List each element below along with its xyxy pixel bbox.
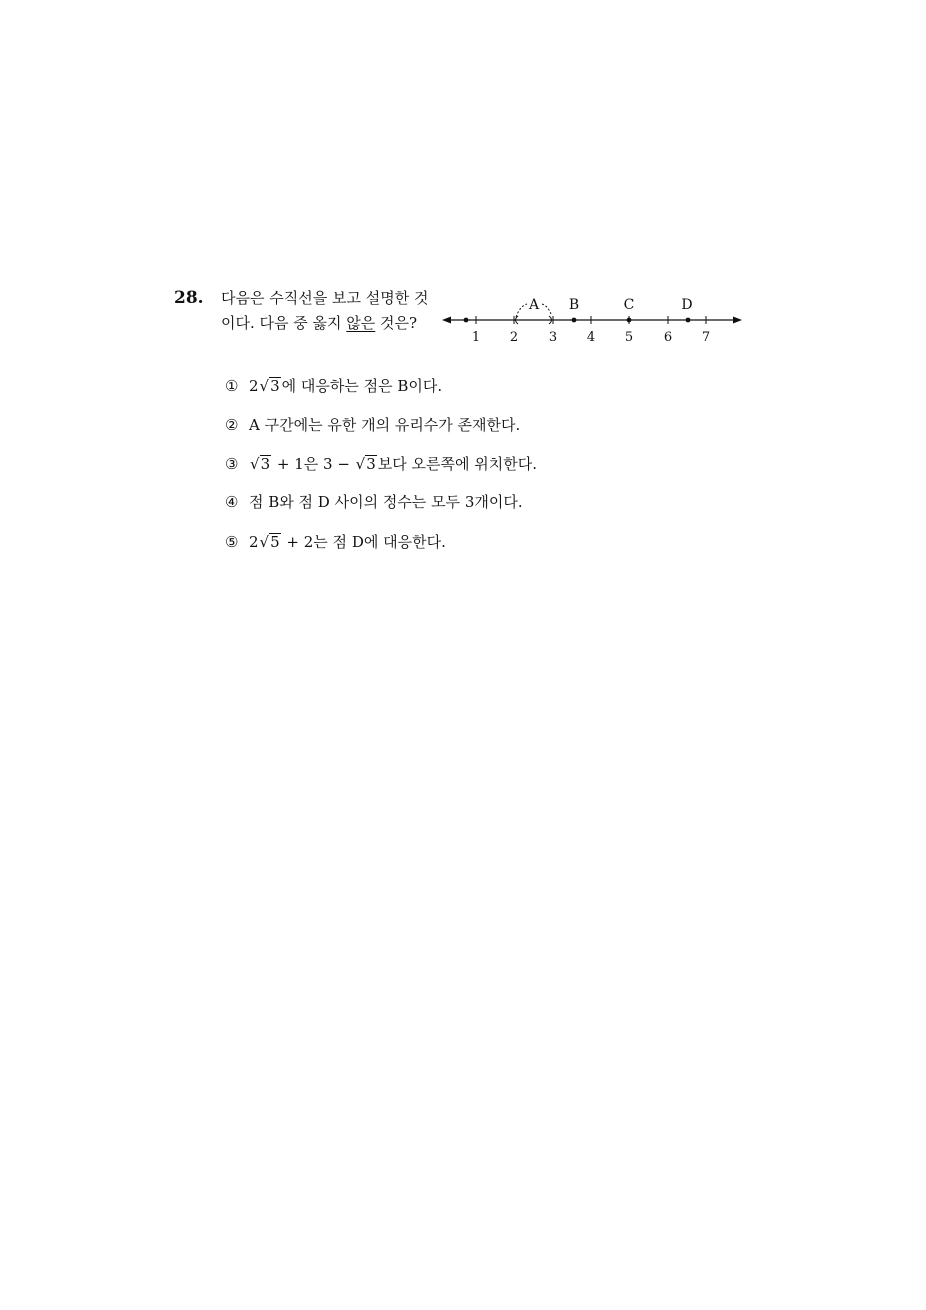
square-root [260,533,281,551]
choice-4[interactable] [225,490,523,514]
radical-icon: √ [355,455,366,473]
question-text-line1: 다음은 수직선을 보고 설명한 것 [221,289,429,307]
point-dot-d [686,318,691,323]
point-dot-left [464,318,469,323]
question-emphasis-underlined: 않은 [346,314,376,332]
radicand: 5 [270,533,280,551]
radical-icon: √ [259,377,270,395]
point-label-d: D [681,297,693,313]
interval-a-arc [542,304,551,314]
tick-label-3: 3 [548,330,558,345]
choice-text [249,452,537,476]
choice-2[interactable] [225,413,520,437]
tick-label-4: 4 [586,330,596,345]
choice-text-middle: + 1은 3 − [272,455,355,473]
radical-icon: √ [250,455,260,473]
choice-5[interactable] [225,530,446,554]
tick-label-1: 1 [471,330,481,345]
right-arrow-icon [733,317,742,324]
point-label-c: C [623,297,635,313]
question-text-part: 것은? [375,314,418,332]
radicand: 3 [260,455,271,473]
choice-3[interactable] [225,452,537,476]
choice-text: A 구간에는 유한 개의 유리수가 존재한다. [249,416,521,434]
choice-text: 점 B와 점 D 사이의 정수는 모두 3개이다. [249,493,523,511]
square-root [260,377,281,395]
radicand: 3 [366,455,376,473]
point-dot-b [572,318,577,323]
number-line-figure [440,292,750,350]
choice-text-rest: 보다 오른쪽에 위치한다. [377,455,537,473]
choice-number: ② [225,416,239,434]
tick-label-2: 2 [509,330,519,345]
math-coefficient: 2 [249,377,259,395]
left-arrow-icon [442,317,451,324]
choice-number: ③ [225,455,239,473]
point-label-a: A [528,297,540,313]
choice-text [249,374,442,398]
question-number: 28. [174,288,204,308]
choice-1[interactable] [225,374,442,398]
choice-number: ⑤ [225,533,239,551]
point-label-b: B [568,297,580,313]
tick-label-5: 5 [624,330,634,345]
choice-text [249,530,446,554]
choice-number: ④ [225,493,239,511]
radicand: 3 [270,377,280,395]
question-text-part: 이다. 다음 중 옳지 [221,314,347,332]
choice-number: ① [225,377,239,395]
square-root [250,455,271,473]
square-root [356,455,377,473]
math-coefficient: 2 [249,533,259,551]
choice-text-rest: 에 대응하는 점은 B이다. [281,377,443,395]
point-dot-c [627,318,632,323]
choice-text-rest: + 2는 점 D에 대응한다. [281,533,446,551]
tick-label-7: 7 [701,330,711,345]
radical-icon: √ [259,533,270,551]
question-text-line2 [221,312,417,334]
interval-a-arc [516,304,527,317]
tick-label-6: 6 [663,330,673,345]
